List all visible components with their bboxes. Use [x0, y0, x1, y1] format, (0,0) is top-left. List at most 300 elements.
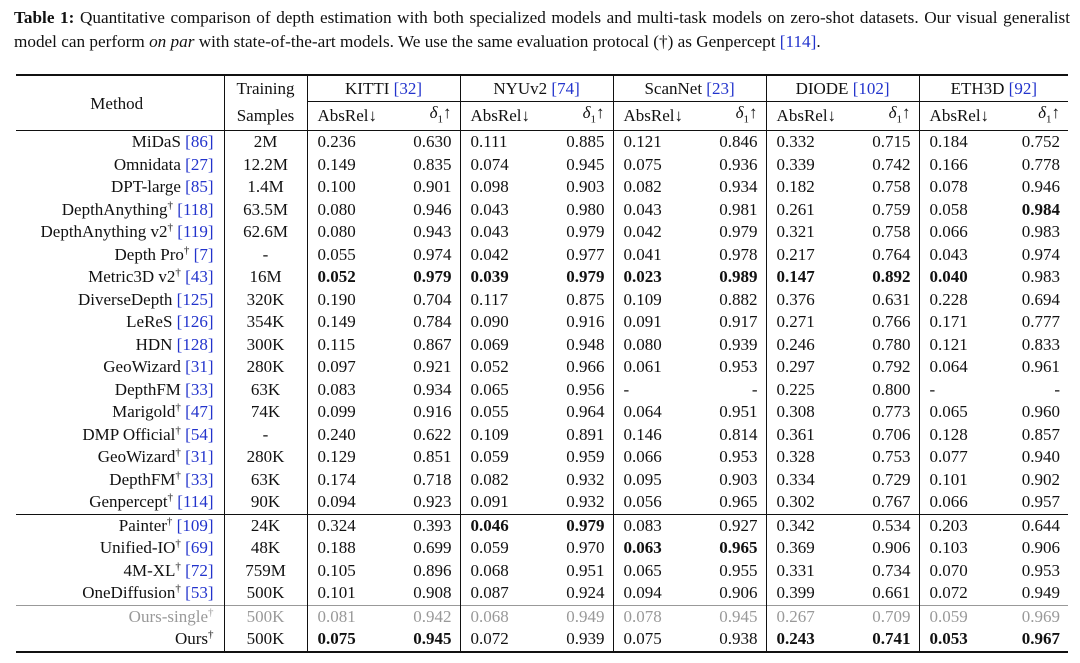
citation[interactable]: [53]	[185, 583, 214, 603]
absrel-value: 0.091	[460, 491, 543, 514]
absrel-value: 0.228	[919, 289, 1002, 312]
delta1-value: 0.906	[1021, 538, 1061, 558]
table-row	[16, 244, 1068, 267]
delta1-value: 0.800	[872, 379, 911, 399]
training-samples: 759M	[224, 560, 307, 583]
delta1-value: 0.857	[1021, 424, 1061, 444]
table-row	[16, 131, 1068, 154]
delta1-value: 0.882	[719, 289, 758, 309]
delta1-value: 0.753	[872, 447, 911, 467]
delta1-value: 0.784	[413, 312, 452, 332]
delta1-value: 0.901	[413, 177, 452, 197]
citation[interactable]: [31]	[185, 357, 214, 377]
absrel-value: 0.128	[919, 424, 1002, 447]
delta1-value: 0.773	[872, 402, 911, 422]
dataset-header-eth3d: ETH3D [92]	[919, 75, 1068, 102]
citation[interactable]: [125]	[176, 289, 214, 309]
delta1-value: 0.764	[872, 244, 911, 264]
delta1-value: 0.943	[413, 222, 452, 242]
absrel-value: 0.039	[460, 266, 543, 289]
absrel-value: 0.053	[919, 628, 1002, 652]
training-samples: 1.4M	[224, 176, 307, 199]
delta1-value: 0.903	[719, 469, 758, 489]
absrel-value: 0.043	[613, 199, 696, 222]
citation[interactable]: [33]	[185, 379, 214, 399]
absrel-value: 0.059	[460, 446, 543, 469]
delta1-value: 0.959	[566, 447, 605, 467]
method-name: DepthAnything v2† [119]	[40, 221, 214, 242]
absrel-value: 0.334	[766, 469, 849, 492]
absrel-value: 0.041	[613, 244, 696, 267]
absrel-value: 0.149	[307, 154, 390, 177]
delta1-value: 0.867	[413, 334, 452, 354]
table-row	[16, 469, 1068, 492]
citation[interactable]: [85]	[185, 177, 214, 197]
delta1-value: 0.956	[566, 379, 605, 399]
delta1-header: $\delta_1↑$	[735, 103, 758, 126]
delta1-value: 0.393	[413, 515, 452, 535]
delta1-value: 0.969	[1021, 606, 1061, 626]
delta1-value: 0.966	[566, 357, 605, 377]
method-name: Unified-IO† [69]	[99, 537, 214, 558]
delta1-value: 0.892	[872, 267, 911, 287]
delta1-value: 0.945	[566, 154, 605, 174]
method-name: Marigold† [47]	[112, 401, 214, 422]
absrel-value: 0.308	[766, 401, 849, 424]
table-caption	[14, 6, 1070, 54]
training-samples: 63K	[224, 469, 307, 492]
absrel-value: 0.090	[460, 311, 543, 334]
delta1-value: 0.622	[413, 424, 452, 444]
delta1-value: 0.896	[413, 560, 452, 580]
absrel-value: 0.052	[307, 266, 390, 289]
absrel-value: 0.066	[613, 446, 696, 469]
absrel-value: 0.095	[613, 469, 696, 492]
delta1-value: 0.979	[566, 267, 605, 287]
delta1-value: 0.885	[566, 132, 605, 152]
method-name: Depth Pro† [7]	[114, 244, 214, 264]
delta1-value: 0.965	[719, 492, 758, 512]
delta1-value: 0.729	[872, 469, 911, 489]
absrel-value: 0.046	[460, 514, 543, 537]
delta1-value: 0.758	[872, 177, 911, 197]
citation[interactable]: [47]	[185, 402, 214, 422]
delta1-value: 0.961	[1021, 357, 1061, 377]
absrel-value: 0.099	[307, 401, 390, 424]
delta1-value: -	[1054, 379, 1061, 399]
delta1-value: 0.644	[1021, 515, 1061, 535]
delta1-value: 0.741	[872, 629, 911, 649]
absrel-value: 0.042	[460, 244, 543, 267]
training-samples: -	[224, 424, 307, 447]
table-row	[16, 154, 1068, 177]
table-row	[16, 289, 1068, 312]
absrel-value: 0.147	[766, 266, 849, 289]
table-row	[16, 446, 1068, 469]
absrel-value: 0.101	[307, 582, 390, 605]
method-name: OneDiffusion† [53]	[82, 582, 214, 603]
absrel-value: 0.097	[307, 356, 390, 379]
method-name: Genpercept† [114]	[89, 491, 214, 512]
absrel-value: 0.080	[307, 199, 390, 222]
delta1-value: 0.948	[566, 334, 605, 354]
absrel-header: AbsRel↓	[919, 102, 1002, 131]
training-samples: 500K	[224, 582, 307, 605]
absrel-value: 0.064	[613, 401, 696, 424]
absrel-value: 0.078	[613, 605, 696, 628]
citation[interactable]: [31]	[185, 447, 214, 467]
method-name: DepthAnything† [118]	[61, 199, 214, 219]
method-name: DepthFM [33]	[114, 379, 214, 399]
delta1-header: $\delta_1↑$	[1038, 103, 1061, 126]
citation[interactable]: [118]	[177, 199, 214, 219]
absrel-value: 0.105	[307, 560, 390, 583]
table-row	[16, 424, 1068, 447]
absrel-value: 0.399	[766, 582, 849, 605]
citation[interactable]: [72]	[185, 560, 214, 580]
delta1-value: 0.932	[566, 492, 605, 512]
caption-emphasis: on par	[149, 32, 195, 51]
absrel-value: 0.271	[766, 311, 849, 334]
caption-text-3: .	[816, 32, 821, 51]
training-samples: 500K	[224, 628, 307, 652]
absrel-value: 0.324	[307, 514, 390, 537]
citation[interactable]: [114]	[177, 492, 214, 512]
training-header-line1: Training	[224, 75, 307, 102]
training-samples: 16M	[224, 266, 307, 289]
delta1-value: 0.923	[413, 492, 452, 512]
results-table	[16, 74, 1068, 653]
training-header-line2: Samples	[224, 102, 307, 131]
absrel-value: 0.246	[766, 334, 849, 357]
delta1-value: 0.974	[413, 244, 452, 264]
delta1-value: 0.924	[566, 583, 605, 603]
delta1-value: -	[751, 379, 758, 399]
absrel-value: 0.332	[766, 131, 849, 154]
absrel-value: 0.091	[613, 311, 696, 334]
training-samples: 24K	[224, 514, 307, 537]
absrel-value: 0.328	[766, 446, 849, 469]
table-row	[16, 560, 1068, 583]
citation[interactable]: [23]	[706, 79, 735, 98]
table-row	[16, 514, 1068, 537]
absrel-value: 0.243	[766, 628, 849, 652]
method-name: DepthFM† [33]	[109, 469, 214, 489]
delta1-value: 0.951	[719, 402, 758, 422]
method-name: Metric3D v2† [43]	[88, 266, 214, 287]
absrel-value: 0.103	[919, 537, 1002, 560]
delta1-value: 0.759	[872, 199, 911, 219]
citation[interactable]: [69]	[185, 538, 214, 558]
delta1-value: 0.938	[719, 629, 758, 649]
absrel-value: 0.297	[766, 356, 849, 379]
method-name: 4M-XL† [72]	[123, 560, 214, 580]
dataset-header-scannet: ScanNet [23]	[613, 75, 766, 102]
absrel-value: -	[613, 379, 696, 402]
absrel-value: 0.094	[613, 582, 696, 605]
absrel-value: 0.080	[307, 221, 390, 244]
method-name: HDN [128]	[135, 334, 214, 354]
caption-text-2: with state-of-the-art models. We use the same evaluation protocal (†) as Genpercept	[194, 32, 780, 51]
delta1-value: 0.875	[566, 289, 605, 309]
training-samples: 48K	[224, 537, 307, 560]
absrel-value: 0.087	[460, 582, 543, 605]
delta1-value: 0.942	[413, 606, 452, 626]
delta1-value: 0.979	[413, 267, 452, 287]
delta1-header: $\delta_1↑$	[888, 103, 911, 126]
delta1-value: 0.960	[1021, 402, 1061, 422]
absrel-value: 0.063	[613, 537, 696, 560]
absrel-value: -	[919, 379, 1002, 402]
absrel-value: 0.075	[613, 154, 696, 177]
delta1-value: 0.953	[719, 447, 758, 467]
delta1-value: 0.949	[566, 606, 605, 626]
absrel-value: 0.059	[919, 605, 1002, 628]
method-name: DMP Official† [54]	[82, 424, 214, 444]
citation[interactable]: [92]	[1008, 79, 1037, 98]
method-name: LeReS [126]	[126, 312, 214, 332]
training-samples: 90K	[224, 491, 307, 514]
training-samples: 320K	[224, 289, 307, 312]
citation[interactable]: [32]	[393, 79, 422, 98]
delta1-value: 0.989	[719, 267, 758, 287]
delta1-value: 0.734	[872, 560, 911, 580]
delta1-value: 0.742	[872, 154, 911, 174]
absrel-value: 0.267	[766, 605, 849, 628]
delta1-value: 0.984	[1021, 199, 1061, 219]
delta1-value: 0.709	[872, 606, 911, 626]
delta1-value: 0.916	[566, 312, 605, 332]
citation[interactable]: [86]	[185, 132, 214, 152]
table-row	[16, 356, 1068, 379]
training-samples: 62.6M	[224, 221, 307, 244]
citation[interactable]: [74]	[551, 79, 580, 98]
delta1-value: 0.906	[872, 538, 911, 558]
method-name: Ours-single†	[128, 606, 214, 626]
absrel-value: 0.369	[766, 537, 849, 560]
method-name: DPT-large [85]	[111, 177, 214, 197]
caption-citation[interactable]: [114]	[779, 32, 817, 51]
delta1-value: 0.792	[872, 357, 911, 377]
absrel-value: 0.080	[613, 334, 696, 357]
method-name: MiDaS [86]	[131, 132, 214, 152]
absrel-value: 0.083	[613, 514, 696, 537]
delta1-value: 0.978	[719, 244, 758, 264]
absrel-value: 0.052	[460, 356, 543, 379]
absrel-value: 0.055	[460, 401, 543, 424]
delta1-value: 0.534	[872, 515, 911, 535]
absrel-value: 0.061	[613, 356, 696, 379]
delta1-value: 0.949	[1021, 583, 1061, 603]
method-name: Ours†	[174, 628, 214, 649]
delta1-value: 0.715	[872, 132, 911, 152]
absrel-value: 0.055	[307, 244, 390, 267]
absrel-value: 0.184	[919, 131, 1002, 154]
delta1-value: 0.718	[413, 469, 452, 489]
absrel-value: 0.083	[307, 379, 390, 402]
citation[interactable]: [43]	[185, 267, 214, 287]
delta1-value: 0.917	[719, 312, 758, 332]
citation[interactable]: [33]	[185, 469, 214, 489]
delta1-header: $\delta_1↑$	[429, 103, 452, 126]
method-header: Method	[90, 93, 144, 113]
delta1-value: 0.939	[719, 334, 758, 354]
absrel-value: 0.070	[919, 560, 1002, 583]
table-row	[16, 334, 1068, 357]
absrel-value: 0.043	[460, 199, 543, 222]
absrel-value: 0.068	[460, 605, 543, 628]
table-row	[16, 311, 1068, 334]
table-row	[16, 537, 1068, 560]
delta1-value: 0.934	[413, 379, 452, 399]
delta1-value: 0.967	[1021, 629, 1061, 649]
training-samples: 280K	[224, 446, 307, 469]
delta1-value: 0.945	[719, 606, 758, 626]
delta1-value: 0.974	[1021, 244, 1061, 264]
method-name: DiverseDepth [125]	[78, 289, 214, 309]
training-samples: 12.2M	[224, 154, 307, 177]
training-samples: 354K	[224, 311, 307, 334]
table-row	[16, 176, 1068, 199]
training-samples: 500K	[224, 605, 307, 628]
training-samples: 63K	[224, 379, 307, 402]
absrel-value: 0.149	[307, 311, 390, 334]
absrel-value: 0.066	[919, 221, 1002, 244]
delta1-value: 0.939	[566, 629, 605, 649]
training-samples: 280K	[224, 356, 307, 379]
citation[interactable]: [126]	[176, 312, 214, 332]
delta1-value: 0.903	[566, 177, 605, 197]
absrel-value: 0.109	[613, 289, 696, 312]
absrel-header: AbsRel↓	[307, 102, 390, 131]
delta1-value: 0.630	[413, 132, 452, 152]
absrel-value: 0.188	[307, 537, 390, 560]
absrel-value: 0.361	[766, 424, 849, 447]
absrel-value: 0.081	[307, 605, 390, 628]
absrel-value: 0.056	[613, 491, 696, 514]
delta1-value: 0.902	[1021, 469, 1061, 489]
absrel-value: 0.098	[460, 176, 543, 199]
absrel-value: 0.082	[460, 469, 543, 492]
delta1-value: 0.699	[413, 538, 452, 558]
absrel-value: 0.217	[766, 244, 849, 267]
delta1-value: 0.970	[566, 538, 605, 558]
absrel-value: 0.174	[307, 469, 390, 492]
citation[interactable]: [109]	[176, 515, 214, 535]
delta1-value: 0.977	[566, 244, 605, 264]
absrel-value: 0.040	[919, 266, 1002, 289]
absrel-value: 0.190	[307, 289, 390, 312]
method-name: GeoWizard [31]	[103, 357, 214, 377]
delta1-value: 0.965	[719, 538, 758, 558]
delta1-value: 0.780	[872, 334, 911, 354]
delta1-value: 0.661	[872, 583, 911, 603]
absrel-value: 0.072	[919, 582, 1002, 605]
absrel-value: 0.058	[919, 199, 1002, 222]
delta1-value: 0.955	[719, 560, 758, 580]
table-row	[16, 221, 1068, 244]
absrel-value: 0.261	[766, 199, 849, 222]
delta1-value: 0.979	[566, 515, 605, 535]
delta1-value: 0.835	[413, 154, 452, 174]
table-row	[16, 605, 1068, 628]
table-row	[16, 582, 1068, 605]
citation[interactable]: [119]	[177, 222, 214, 242]
method-name: Omnidata [27]	[113, 154, 214, 174]
training-samples: -	[224, 244, 307, 267]
absrel-value: 0.182	[766, 176, 849, 199]
table-row	[16, 628, 1068, 652]
absrel-value: 0.109	[460, 424, 543, 447]
method-name: GeoWizard† [31]	[97, 446, 214, 467]
citation[interactable]: [128]	[176, 334, 214, 354]
citation[interactable]: [7]	[193, 244, 214, 264]
delta1-value: 0.934	[719, 177, 758, 197]
absrel-value: 0.072	[460, 628, 543, 652]
absrel-value: 0.101	[919, 469, 1002, 492]
delta1-value: 0.932	[566, 469, 605, 489]
delta1-value: 0.706	[872, 424, 911, 444]
absrel-value: 0.342	[766, 514, 849, 537]
absrel-header: AbsRel↓	[460, 102, 543, 131]
delta1-value: 0.945	[413, 629, 452, 649]
citation[interactable]: [102]	[852, 79, 890, 98]
absrel-value: 0.115	[307, 334, 390, 357]
delta1-value: 0.704	[413, 289, 452, 309]
training-samples: 300K	[224, 334, 307, 357]
delta1-value: 0.777	[1021, 312, 1061, 332]
delta1-value: 0.927	[719, 515, 758, 535]
absrel-value: 0.066	[919, 491, 1002, 514]
delta1-value: 0.694	[1021, 289, 1061, 309]
citation[interactable]: [54]	[185, 424, 214, 444]
delta1-value: 0.983	[1021, 267, 1061, 287]
absrel-value: 0.075	[613, 628, 696, 652]
absrel-value: 0.203	[919, 514, 1002, 537]
delta1-value: 0.940	[1021, 447, 1061, 467]
delta1-value: 0.752	[1021, 132, 1061, 152]
absrel-value: 0.064	[919, 356, 1002, 379]
absrel-value: 0.059	[460, 537, 543, 560]
delta1-value: 0.846	[719, 132, 758, 152]
dataset-header-kitti: KITTI [32]	[307, 75, 460, 102]
absrel-value: 0.166	[919, 154, 1002, 177]
delta1-value: 0.916	[413, 402, 452, 422]
absrel-value: 0.321	[766, 221, 849, 244]
absrel-value: 0.240	[307, 424, 390, 447]
delta1-value: 0.979	[719, 222, 758, 242]
citation[interactable]: [27]	[185, 154, 214, 174]
absrel-value: 0.075	[307, 628, 390, 652]
delta1-value: 0.766	[872, 312, 911, 332]
absrel-value: 0.068	[460, 560, 543, 583]
delta1-value: 0.964	[566, 402, 605, 422]
delta1-value: 0.758	[872, 222, 911, 242]
absrel-value: 0.043	[460, 221, 543, 244]
absrel-value: 0.023	[613, 266, 696, 289]
delta1-value: 0.951	[566, 560, 605, 580]
table-row	[16, 379, 1068, 402]
delta1-value: 0.936	[719, 154, 758, 174]
dataset-header-nyuv2: NYUv2 [74]	[460, 75, 613, 102]
delta1-value: 0.953	[1021, 560, 1061, 580]
delta1-value: 0.953	[719, 357, 758, 377]
absrel-value: 0.171	[919, 311, 1002, 334]
delta1-value: 0.833	[1021, 334, 1061, 354]
absrel-value: 0.117	[460, 289, 543, 312]
absrel-value: 0.121	[613, 131, 696, 154]
delta1-value: 0.921	[413, 357, 452, 377]
